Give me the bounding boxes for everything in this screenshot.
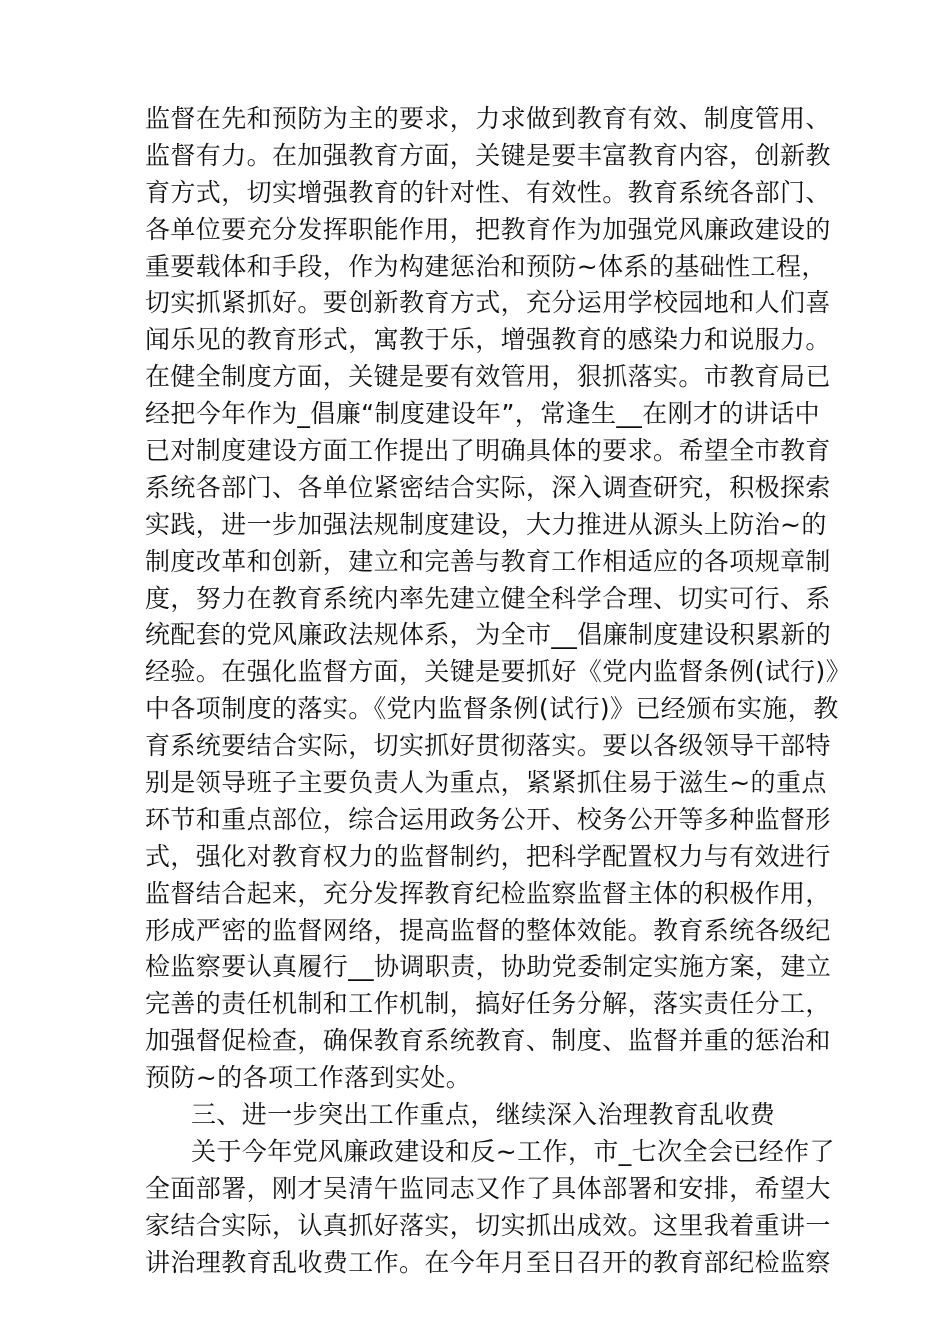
text-line: 统配套的党风廉政法规体系，为全市__倡廉制度建设积累新的 (145, 620, 832, 650)
text-line: 监督有力。在加强教育方面，关键是要丰富教育内容，创新教 (145, 140, 831, 170)
text-line: 经把今年作为_倡廉“制度建设年”，常逢生__在刚才的讲话中 (145, 399, 821, 429)
text-line: 各单位要充分发挥职能作用，把教育作为加强党风廉政建设的 (145, 214, 831, 244)
text-line: 关于今年党风廉政建设和反~工作，市_七次全会已经作了 (191, 1136, 835, 1166)
text-line: 监督在先和预防为主的要求，力求做到教育有效、制度管用、 (145, 104, 831, 133)
text-line: 已对制度建设方面工作提出了明确具体的要求。希望全市教育 (145, 436, 831, 466)
section-heading: 三、进一步突出工作重点，继续深入治理教育乱收费 (191, 1100, 776, 1130)
text-line: 经验。在强化监督方面，关键是要抓好《党内监督条例(试行)》 (145, 657, 852, 687)
text-line: 监督结合起来，充分发挥教育纪检监察监督主体的积极作用， (145, 878, 831, 908)
text-line: 在健全制度方面，关键是要有效管用，狠抓落实。市教育局已 (145, 362, 831, 392)
text-line: 系统各部门、各单位紧密结合实际，深入调查研究，积极探索 (145, 472, 831, 502)
text-line: 中各项制度的落实。《党内监督条例(试行)》已经颁布实施，教 (145, 694, 839, 724)
text-line: 检监察要认真履行__协调职责，协助党委制定实施方案，建立 (145, 952, 832, 982)
text-line: 形成严密的监督网络，提高监督的整体效能。教育系统各级纪 (145, 915, 831, 945)
text-line: 实践，进一步加强法规制度建设，大力推进从源头上防治~的 (145, 509, 827, 539)
text-line: 全面部署，刚才吴清午监同志又作了具体部署和安排，希望大 (145, 1173, 831, 1203)
text-line: 制度改革和创新，建立和完善与教育工作相适应的各项规章制 (145, 546, 831, 576)
text-line: 育系统要结合实际，切实抓好贯彻落实。要以各级领导干部特 (145, 731, 831, 761)
text-line: 家结合实际，认真抓好落实，切实抓出成效。这里我着重讲一 (145, 1210, 831, 1240)
text-line: 重要载体和手段，作为构建惩治和预防~体系的基础性工程， (145, 251, 827, 281)
text-line: 育方式，切实增强教育的针对性、有效性。教育系统各部门、 (145, 177, 831, 207)
text-line: 环节和重点部位，综合运用政务公开、校务公开等多种监督形 (145, 804, 831, 834)
text-line: 式，强化对教育权力的监督制约，把科学配置权力与有效进行 (145, 841, 831, 871)
text-line: 完善的责任机制和工作机制，搞好任务分解，落实责任分工， (145, 989, 831, 1019)
text-line: 度，努力在教育系统内率先建立健全科学合理、切实可行、系 (145, 583, 831, 613)
text-line: 加强督促检查，确保教育系统教育、制度、监督并重的惩治和 (145, 1026, 831, 1056)
text-line: 预防~的各项工作落到实处。 (145, 1063, 472, 1093)
text-line: 闻乐见的教育形式，寓教于乐，增强教育的感染力和说服力。 (145, 325, 831, 355)
text-line: 讲治理教育乱收费工作。在今年月至日召开的教育部纪检监察 (145, 1247, 831, 1277)
document-body (145, 101, 852, 1282)
text-line: 别是领导班子主要负责人为重点，紧紧抓住易于滋生~的重点 (145, 768, 827, 798)
text-line: 切实抓紧抓好。要创新教育方式，充分运用学校园地和人们喜 (145, 288, 831, 318)
